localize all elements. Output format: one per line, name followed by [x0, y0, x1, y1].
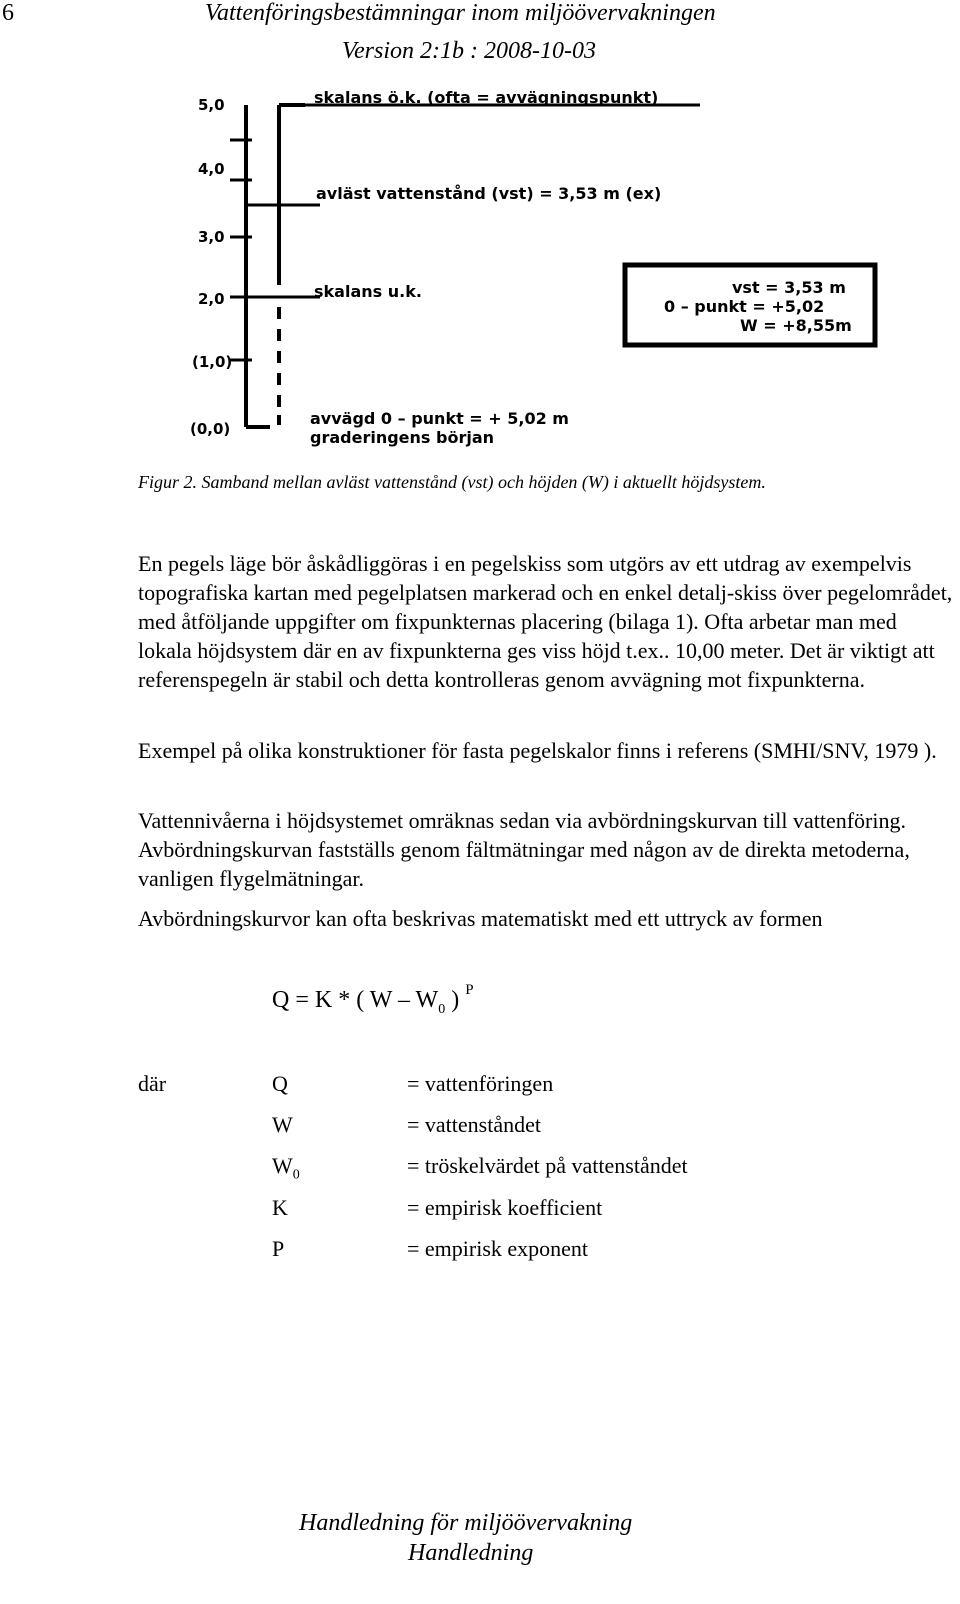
def-symbol-w: W	[272, 1112, 293, 1137]
box-zero-point: 0 – punkt = +5,02	[664, 297, 825, 316]
def-text-p: = empirisk exponent	[407, 1236, 589, 1261]
paragraph-curves: Avbördningskurvor kan ofta beskrivas matematiskt med ett uttryck av formen	[138, 906, 823, 931]
def-symbol-w0: $W_0$	[272, 1153, 300, 1183]
scale-label-4: 4,0	[198, 160, 225, 178]
gauge-major-ticks	[230, 140, 252, 360]
scale-label-2: 2,0	[198, 290, 225, 308]
definitions-lead: där	[138, 1071, 167, 1096]
paragraph-examples: Exempel på olika konstruktioner för fasta pegelskalor finns i referens (SMHI/SNV, 1979 ).	[138, 738, 937, 763]
def-symbol-q: Q	[272, 1071, 288, 1096]
discharge-equation	[272, 982, 474, 1018]
def-text-w0: = tröskelvärdet på vattenståndet	[407, 1153, 688, 1178]
paragraph-water-levels: Vattennivåerna i höjdsystemet omräknas sedan via avbördningskurvan till vattenföring. Avbördningskurvan fastställs genom fältmätningar med någon av de direkta metoderna, vanligen flygelmätningar.	[138, 808, 910, 891]
gauge-sketch-figure	[180, 85, 880, 455]
footer-line-1: Handledning för miljöövervakning	[299, 1510, 633, 1536]
paragraph-pegelskiss: En pegels läge bör åskådliggöras i en pegelskiss som utgörs av ett utdrag av exempelvis topografiska kartan med pegelplatsen markerad och en enkel detalj-skiss över pegelområdet, med åtföljande uppgifter om fixpunkternas placering (bilaga 1). Ofta arbetar man med lokala höjdsystem där en av fixpunkterna ges viss höjd t.ex.. 10,00 meter. Det är viktigt att referenspegeln är stabil och detta kontrolleras genom avvägning mot fixpunkterna.	[138, 551, 953, 692]
def-text-q: = vattenföringen	[407, 1071, 554, 1096]
box-w: W = +8,55m	[740, 316, 852, 335]
zero-point-label: avvägd 0 – punkt = + 5,02 m	[310, 409, 569, 428]
def-symbol-k: K	[272, 1195, 288, 1220]
version-line: Version 2:1b : 2008-10-03	[342, 38, 596, 64]
footer-line-2: Handledning	[408, 1540, 534, 1566]
equation-lhs: Q = K * ( W – W	[272, 987, 439, 1013]
scale-label-3: 3,0	[198, 228, 225, 246]
equation-exponent: P	[465, 982, 474, 998]
equation-subscript: 0	[438, 1001, 446, 1017]
gauge-post	[246, 105, 305, 427]
scale-label-1: (1,0)	[192, 353, 233, 371]
top-of-scale-label: skalans ö.k. (ofta = avvägningspunkt)	[314, 88, 659, 107]
def-symbol-p: P	[272, 1236, 285, 1261]
def-text-w: = vattenståndet	[407, 1112, 541, 1137]
water-level-reading-label: avläst vattenstånd (vst) = 3,53 m (ex)	[316, 184, 662, 203]
graduation-start-label: graderingens början	[310, 428, 495, 447]
scale-label-0: (0,0)	[190, 420, 231, 438]
figure-caption: Figur 2. Samband mellan avläst vattenstånd (vst) och höjden (W) i aktuellt höjdsystem.	[138, 472, 766, 492]
box-vst: vst = 3,53 m	[732, 278, 846, 297]
bottom-of-scale-label: skalans u.k.	[314, 282, 422, 301]
equation-close: )	[445, 987, 460, 1013]
scale-label-5: 5,0	[198, 96, 225, 114]
page-number: 6	[2, 0, 14, 26]
def-text-k: = empirisk koefficient	[407, 1195, 603, 1220]
running-title: Vattenföringsbestämningar inom miljöövervakningen	[205, 0, 716, 26]
